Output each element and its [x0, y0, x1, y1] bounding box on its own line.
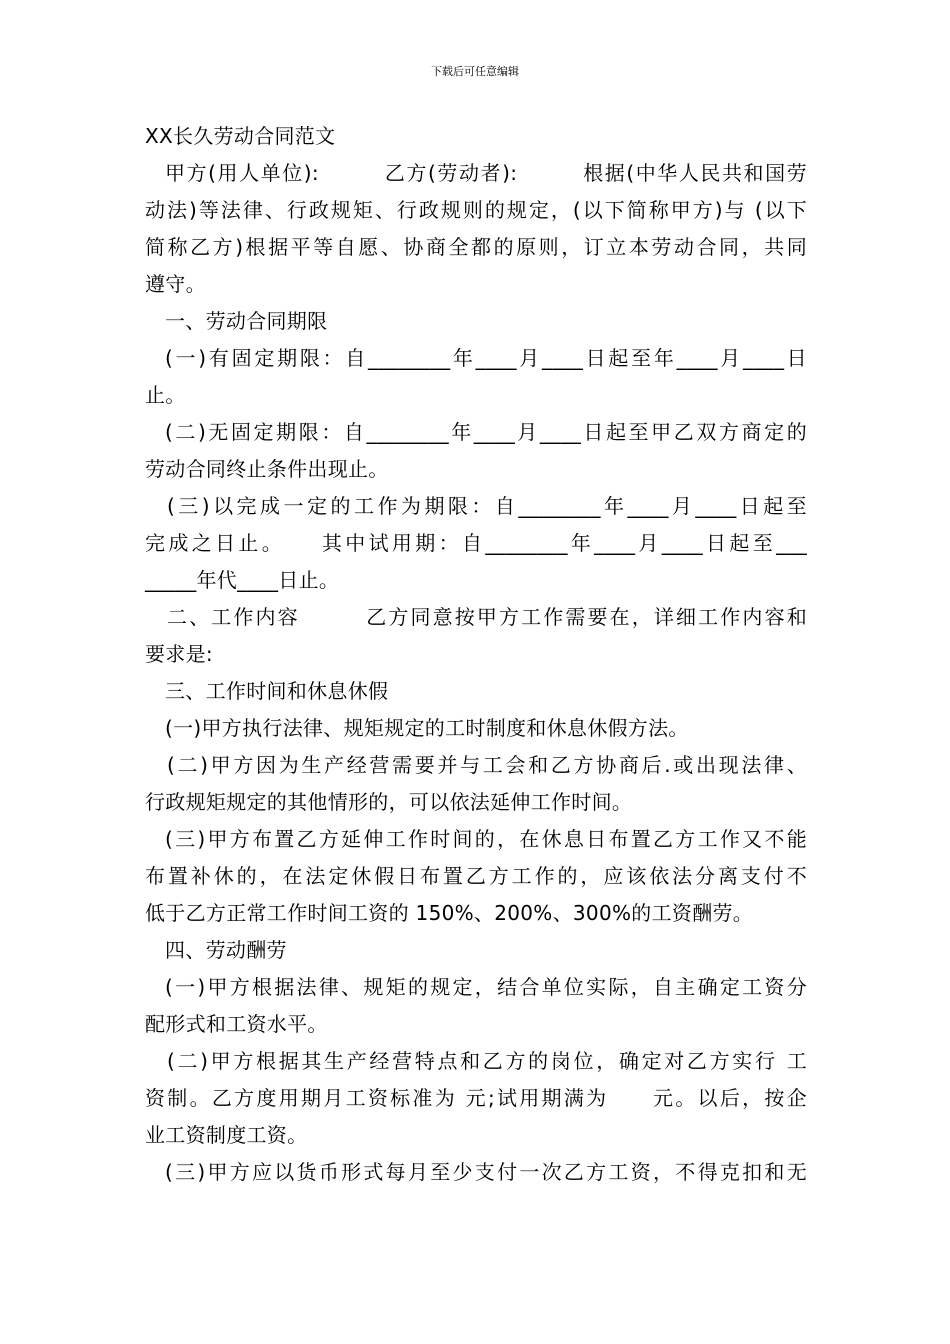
paragraph-line: (一)有固定期限：自________年____月____日起至年____月____日: [165, 346, 807, 370]
paragraph-line: 完成之日止。 其中试用期：自________年____月____日起至___: [145, 531, 807, 555]
paragraph-line: 甲方(用人单位): 乙方(劳动者): 根据(中华人民共和国劳: [165, 161, 807, 185]
paragraph-line: 配形式和工资水平。: [145, 1012, 328, 1036]
paragraph-line: (二)无固定期限：自________年____月____日起至甲乙双方商定的: [165, 420, 807, 444]
section-heading: 二、工作内容 乙方同意按甲方工作需要在，详细工作内容和: [167, 605, 807, 629]
paragraph-line: 行政规矩规定的其他情形的，可以依法延伸工作时间。: [145, 790, 633, 814]
paragraph-line: 低于乙方正常工作时间工资的 150%、200%、300%的工资酬劳。: [145, 901, 754, 925]
paragraph-line: 止。: [145, 383, 186, 407]
paragraph-line: _____年代____日止。: [145, 568, 340, 592]
paragraph-line: 简称乙方)根据平等自愿、协商全都的原则，订立本劳动合同，共同: [145, 235, 807, 259]
page-header: 下载后可任意编辑: [431, 65, 519, 78]
section-heading: 四、劳动酬劳: [165, 938, 287, 962]
paragraph-line: (一)甲方执行法律、规矩规定的工时制度和休息休假方法。: [165, 716, 689, 740]
doc-title: XX长久劳动合同范文: [145, 124, 336, 148]
paragraph-line: 要求是:: [145, 642, 213, 666]
paragraph-line: 资制。乙方度用期月工资标准为 元;试用期满为 元。以后，按企: [145, 1086, 807, 1110]
paragraph-line: 动法)等法律、行政规矩、行政规则的规定，(以下简称甲方)与 (以下: [145, 198, 807, 222]
paragraph-line: 业工资制度工资。: [145, 1123, 308, 1147]
paragraph-line: (三)甲方应以货币形式每月至少支付一次乙方工资，不得克扣和无: [165, 1160, 807, 1184]
paragraph-line: 劳动合同终止条件出现止。: [145, 457, 389, 481]
document-body: [145, 118, 807, 1191]
paragraph-line: 布置补休的，在法定休假日布置乙方工作的，应该依法分离支付不: [145, 864, 807, 888]
paragraph-line: (二)甲方因为生产经营需要并与工会和乙方协商后.或出现法律、: [167, 753, 807, 777]
section-heading: 一、劳动合同期限: [165, 309, 328, 333]
paragraph-line: (二)甲方根据其生产经营特点和乙方的岗位，确定对乙方实行 工: [167, 1049, 807, 1073]
paragraph-line: (一)甲方根据法律、规矩的规定，结合单位实际，自主确定工资分: [165, 975, 807, 999]
section-heading: 三、工作时间和休息休假: [165, 679, 389, 703]
paragraph-line: 遵守。: [145, 272, 206, 296]
paragraph-line: (三)以完成一定的工作为期限：自________年____月____日起至: [167, 494, 807, 518]
paragraph-line: (三)甲方布置乙方延伸工作时间的，在休息日布置乙方工作又不能: [165, 827, 807, 851]
